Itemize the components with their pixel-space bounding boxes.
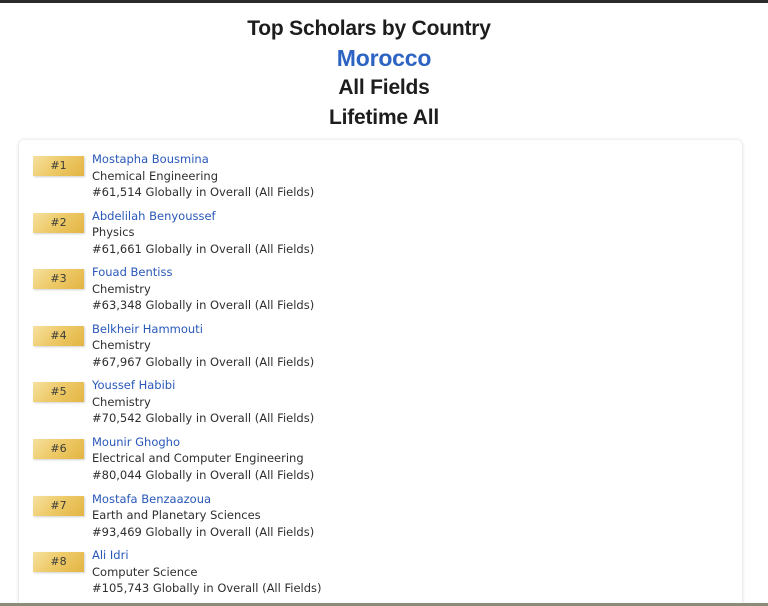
rank-badge: #4 [33,326,84,346]
page-header [0,14,768,133]
scholar-info [92,547,322,597]
rank-badge: #1 [33,156,84,176]
field-filter-label: All Fields [338,76,430,99]
scholars-list-card [19,140,742,606]
scholar-info [92,434,314,484]
scholar-row [19,321,742,378]
scholar-field: Chemical Engineering [92,168,219,183]
scholars-list [19,151,742,604]
scholar-row [19,491,742,548]
scholar-global-rank: #63,348 Globally in Overall (All Fields) [92,298,315,313]
scholar-name-link[interactable]: Belkheir Hammouti [92,321,203,336]
scholar-global-rank: #61,514 Globally in Overall (All Fields) [92,185,315,199]
scholar-name-link[interactable]: Ali Idri [92,548,129,563]
rank-badge: #3 [33,269,84,289]
scholar-row [19,547,742,604]
rank-badge: #2 [33,213,84,233]
page-title: Top Scholars by Country [247,17,491,40]
rank-badge: #5 [33,382,84,402]
country-name: Morocco [336,45,432,71]
scholar-global-rank: #67,967 Globally in Overall (All Fields) [92,354,315,369]
scholar-info [92,264,314,314]
scholar-global-rank: #105,743 Globally in Overall (All Fields) [92,581,322,596]
rank-badge: #8 [33,552,84,572]
scholar-row [19,434,742,491]
rank-badge: #6 [33,439,84,459]
scholar-name-link[interactable]: Abdelilah Benyoussef [92,208,216,223]
scholar-info [92,491,314,541]
scholar-info [92,377,314,427]
scholar-info [92,151,314,201]
window-top-border [0,0,768,3]
scholar-name-link[interactable]: Mostafa Benzaazoua [92,491,212,506]
scholar-name-link[interactable]: Fouad Bentiss [92,265,173,280]
scholar-row [19,208,742,265]
scholar-field: Chemistry [92,281,151,296]
scholar-row [19,151,742,208]
scholar-field: Chemistry [92,338,151,353]
scholar-global-rank: #61,661 Globally in Overall (All Fields) [92,241,315,256]
scholar-info [92,208,314,258]
scholar-field: Physics [92,225,135,240]
scholar-field: Computer Science [92,564,198,579]
scholar-row [19,377,742,434]
scholar-field: Earth and Planetary Sciences [92,508,261,523]
scholar-global-rank: #80,044 Globally in Overall (All Fields) [92,467,315,482]
scholar-field: Electrical and Computer Engineering [92,451,304,466]
period-filter-label: Lifetime All [328,106,439,129]
scholar-info [92,321,314,371]
scholar-row [19,264,742,321]
scholar-name-link[interactable]: Mounir Ghogho [92,434,180,449]
scholar-name-link[interactable]: Youssef Habibi [92,378,176,393]
scholar-global-rank: #70,542 Globally in Overall (All Fields) [92,411,315,426]
scholar-field: Chemistry [92,394,151,409]
scholar-global-rank: #93,469 Globally in Overall (All Fields) [92,524,315,539]
scholar-name-link[interactable]: Mostapha Bousmina [92,152,209,166]
rank-badge: #7 [33,496,84,516]
